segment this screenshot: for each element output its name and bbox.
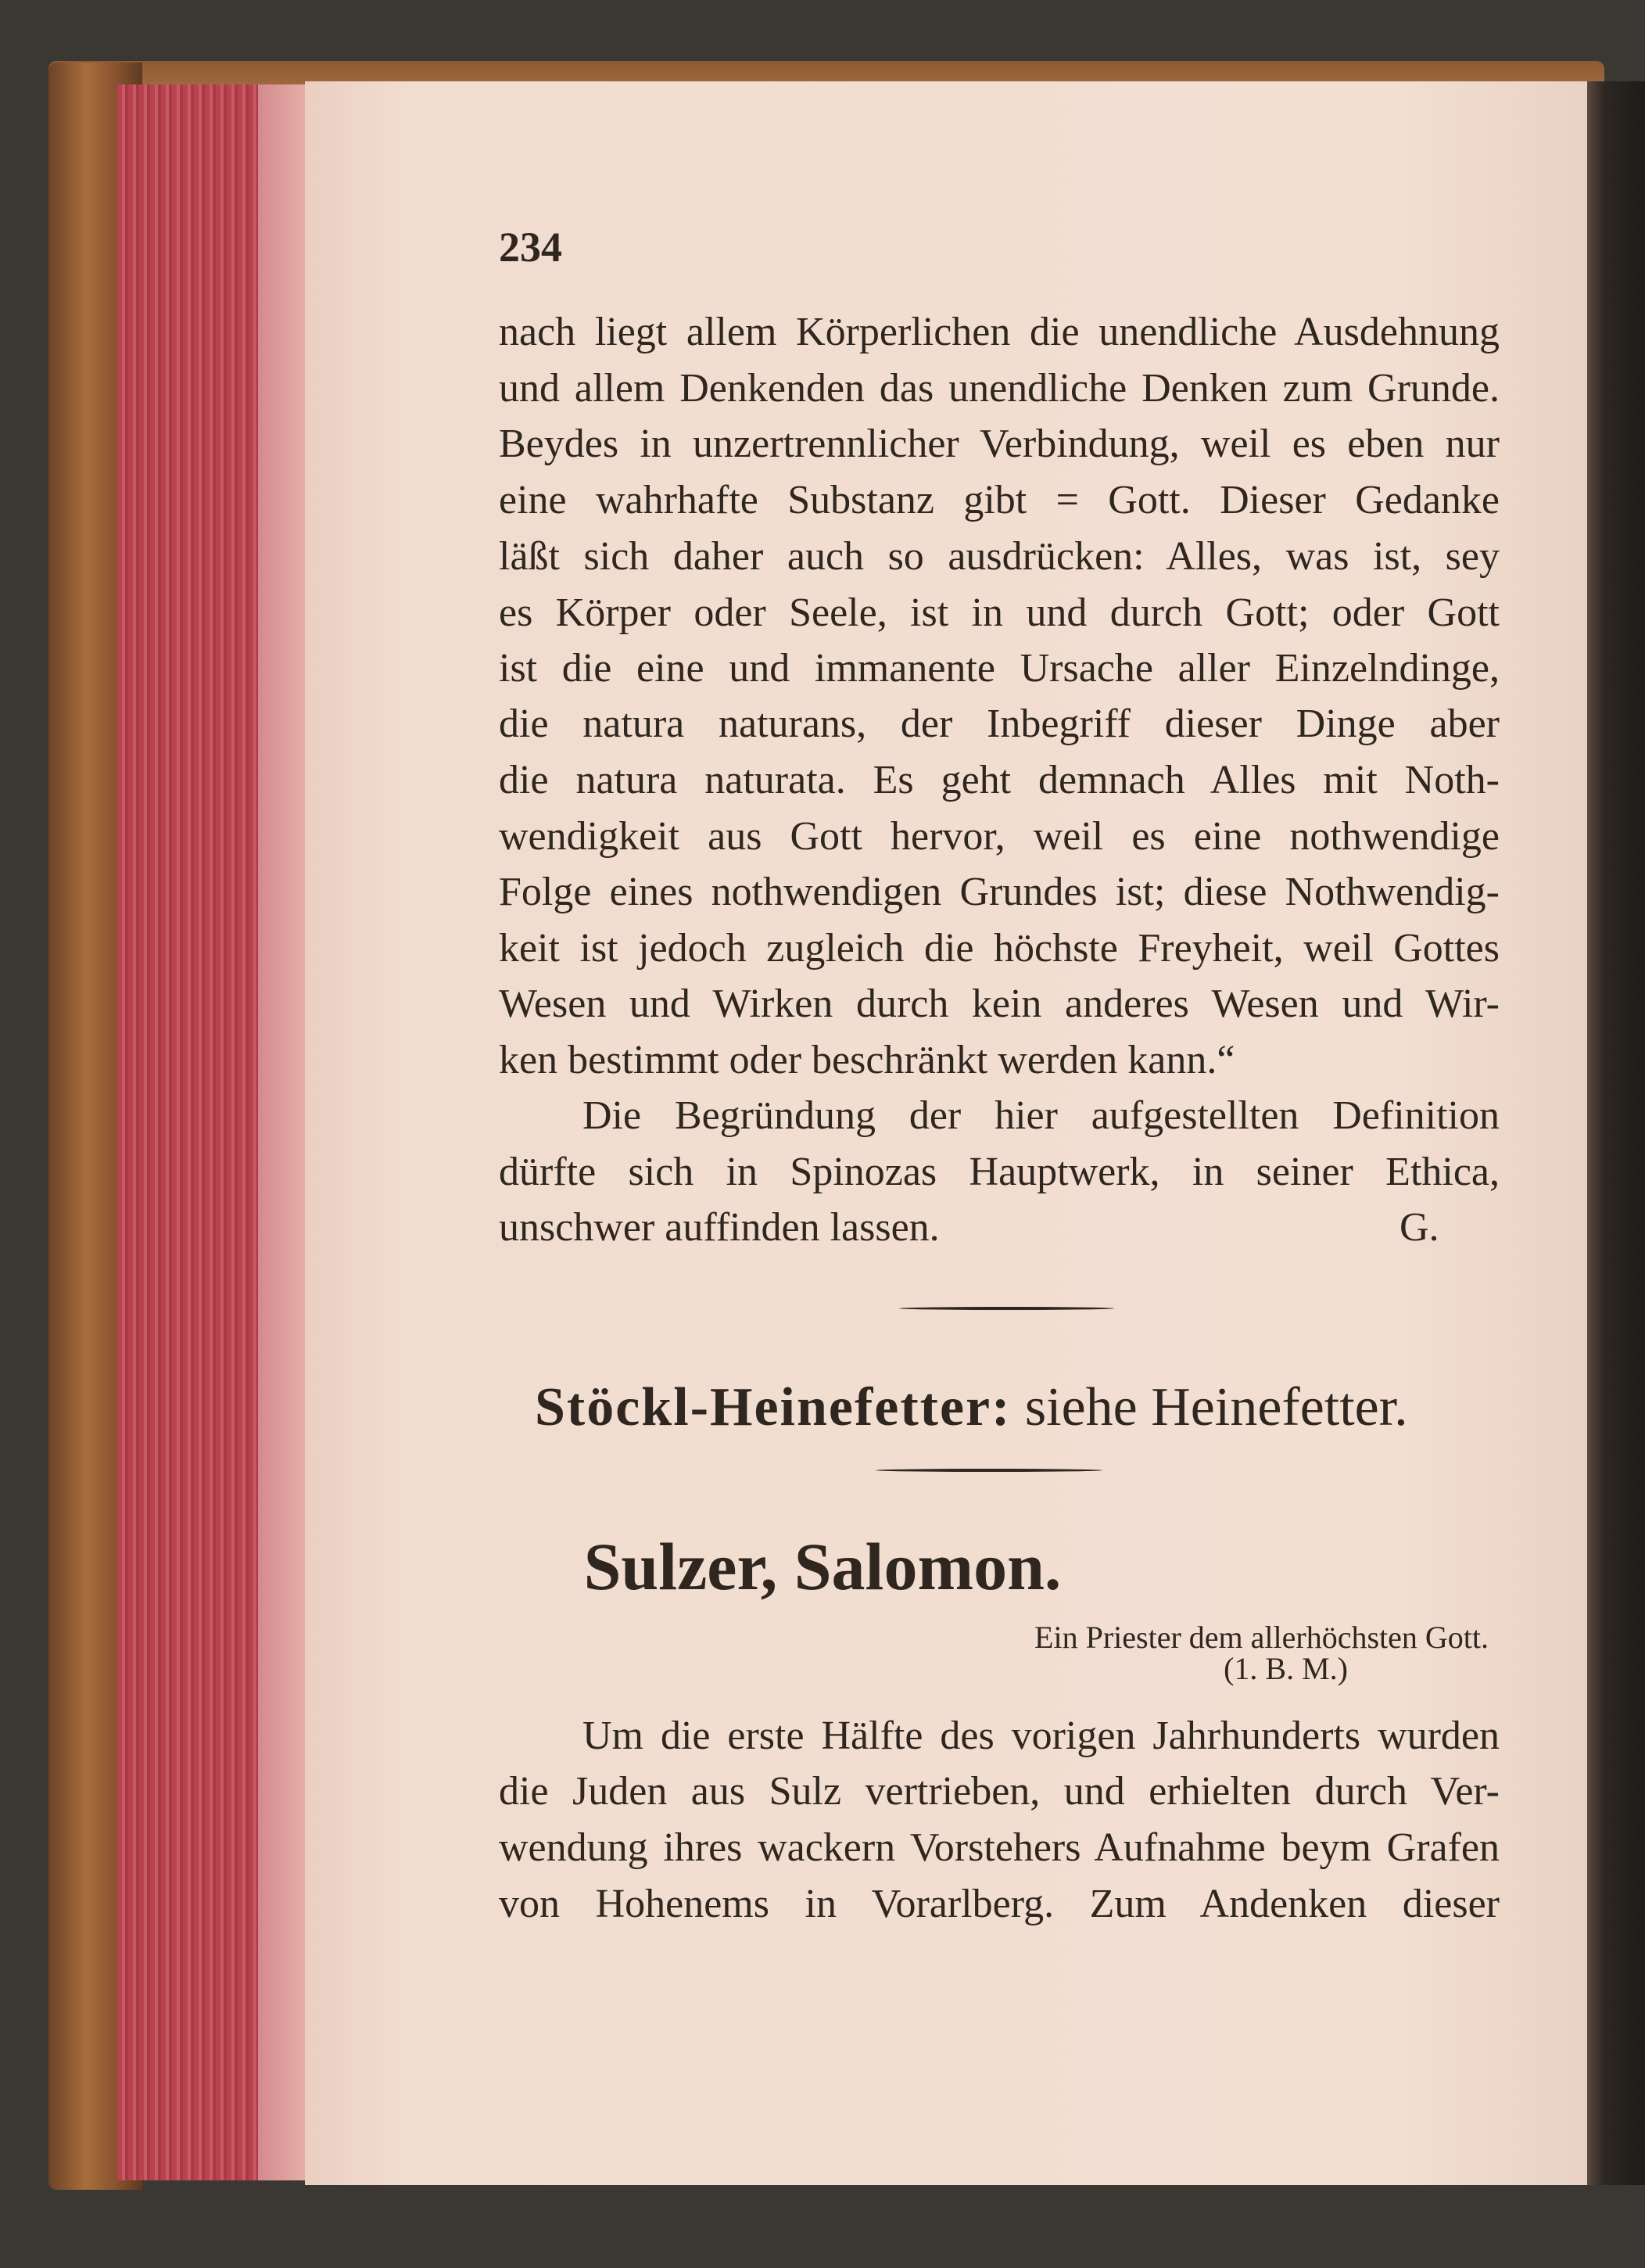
entry-heading-stoeckl (535, 1376, 1424, 1439)
text-line: nach liegt allem Körperlichen die unendliche Ausdehnung (499, 310, 1500, 354)
text-line: und allem Denkenden das unendliche Denken zum Grunde. (499, 366, 1500, 411)
text-line: Beydes in unzertrennlicher Verbindung, weil es eben nur (499, 422, 1500, 466)
entry-name: Stöckl-Heinefetter: (535, 1377, 1012, 1437)
text-line: Folge eines nothwendigen Grundes ist; diese Nothwendig- (499, 870, 1500, 914)
text-line: dürfte sich in Spinozas Hauptwerk, in seiner Ethica, (499, 1150, 1500, 1194)
text-line: wendigkeit aus Gott hervor, weil es eine nothwendige (499, 814, 1500, 859)
text-line: von Hohenems in Vorarlberg. Zum Andenken dieser (499, 1882, 1500, 1926)
text-line: Wesen und Wirken durch kein anderes Wesen und Wir- (499, 981, 1500, 1026)
text-line: Um die erste Hälfte des vorigen Jahrhunderts wurden (582, 1714, 1500, 1758)
page-number: 234 (499, 224, 562, 271)
text-line: wendung ihres wackern Vorstehers Aufnahme beym Grafen (499, 1825, 1500, 1870)
text-line: es Körper oder Seele, ist in und durch Gott; oder Gott (499, 590, 1500, 635)
text-line: eine wahrhafte Substanz gibt = Gott. Dieser Gedanke (499, 478, 1500, 522)
text-line: keit ist jedoch zugleich die höchste Freyheit, weil Gottes (499, 926, 1500, 971)
section-divider (899, 1307, 1114, 1310)
text-line: Die Begründung der hier aufgestellten Definition (582, 1093, 1500, 1138)
facing-page-edge (1587, 81, 1645, 2185)
entry-cross-reference: siehe Heinefetter. (1024, 1377, 1408, 1437)
motto-source: (1. B. M.) (1224, 1651, 1348, 1686)
text-line: ken bestimmt oder beschränkt werden kann.“ (499, 1038, 1235, 1082)
text-line: unschwer auffinden lassen. (499, 1205, 940, 1250)
text-line: die natura naturans, der Inbegriff dieser Dinge aber (499, 702, 1500, 746)
text-line: läßt sich daher auch so ausdrücken: Alles, was ist, sey (499, 534, 1500, 579)
entry-heading-sulzer: Sulzer, Salomon. (583, 1529, 1062, 1604)
text-line: ist die eine und immanente Ursache aller Einzelndinge, (499, 646, 1500, 691)
motto-quote: Ein Priester dem allerhöchsten Gott. (1034, 1620, 1489, 1655)
author-signature: G. (1400, 1205, 1439, 1250)
text-line: die Juden aus Sulz vertrieben, und erhielten durch Ver- (499, 1769, 1500, 1814)
section-divider (876, 1469, 1102, 1472)
text-line: die natura naturata. Es geht demnach Alles mit Noth- (499, 758, 1500, 802)
